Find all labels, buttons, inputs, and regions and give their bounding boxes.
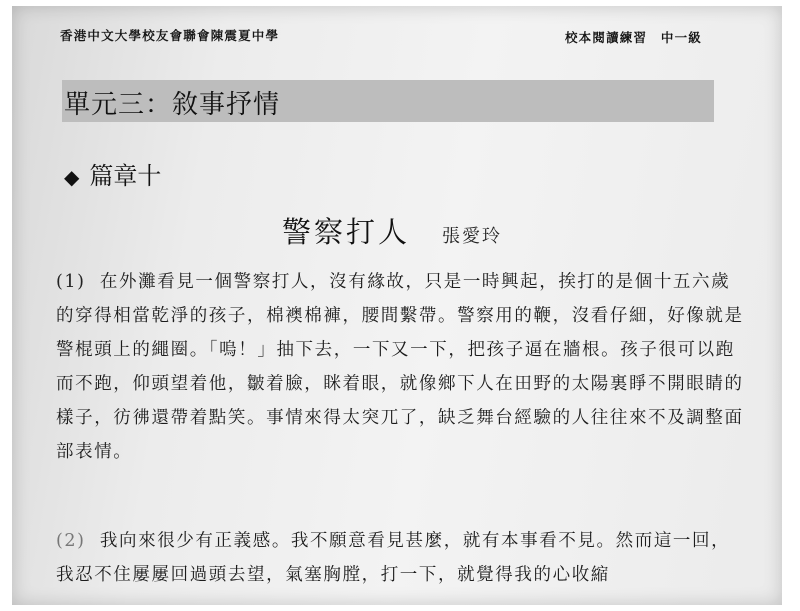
chapter-label: 篇章十 (89, 162, 162, 190)
course-label: 校本閱讀練習 中一級 (564, 30, 702, 45)
paragraph-number: (2) (56, 531, 86, 551)
school-name: 香港中文大學校友會聯會陳震夏中學 (60, 28, 280, 43)
worksheet-page (12, 6, 782, 605)
essay-title: 警察打人 (282, 215, 411, 249)
paragraph-text: 在外灘看見一個警察打人，沒有緣故，只是一時興起，挨打的是個十五六歲的穿得相當乾淨的孩子，棉襖棉褲，腰間繫帶。警察用的鞭，沒看仔細，好像就是警棍頭上的繩圈。「嗚！」抽下去，一下又一下，把孩子逼在牆根。孩子很可以跑而不跑，仰頭望着他，皺着臉，眯着眼，就像鄉下人在田野的太陽裏睜不開眼睛的樣子，彷彿還帶着點笑。事情來得太突兀了，缺乏舞台經驗的人往往來不及調整面部表情。 (56, 272, 744, 462)
diamond-bullet-icon: ◆ (64, 165, 80, 189)
paragraph-1 (56, 265, 746, 469)
paragraph-number: (1) (56, 272, 86, 292)
paragraph-2 (56, 524, 746, 592)
chapter-heading (64, 156, 161, 191)
unit-title: 單元三：敘事抒情 (64, 90, 281, 120)
essay-author: 張愛玲 (442, 226, 502, 247)
paragraph-text: 我向來很少有正義感。我不願意看見甚麼，就有本事看不見。然而這一回，我忍不住屢屢回過頭去望，氣塞胸膛，打一下，就覺得我的心收縮 (56, 531, 731, 585)
